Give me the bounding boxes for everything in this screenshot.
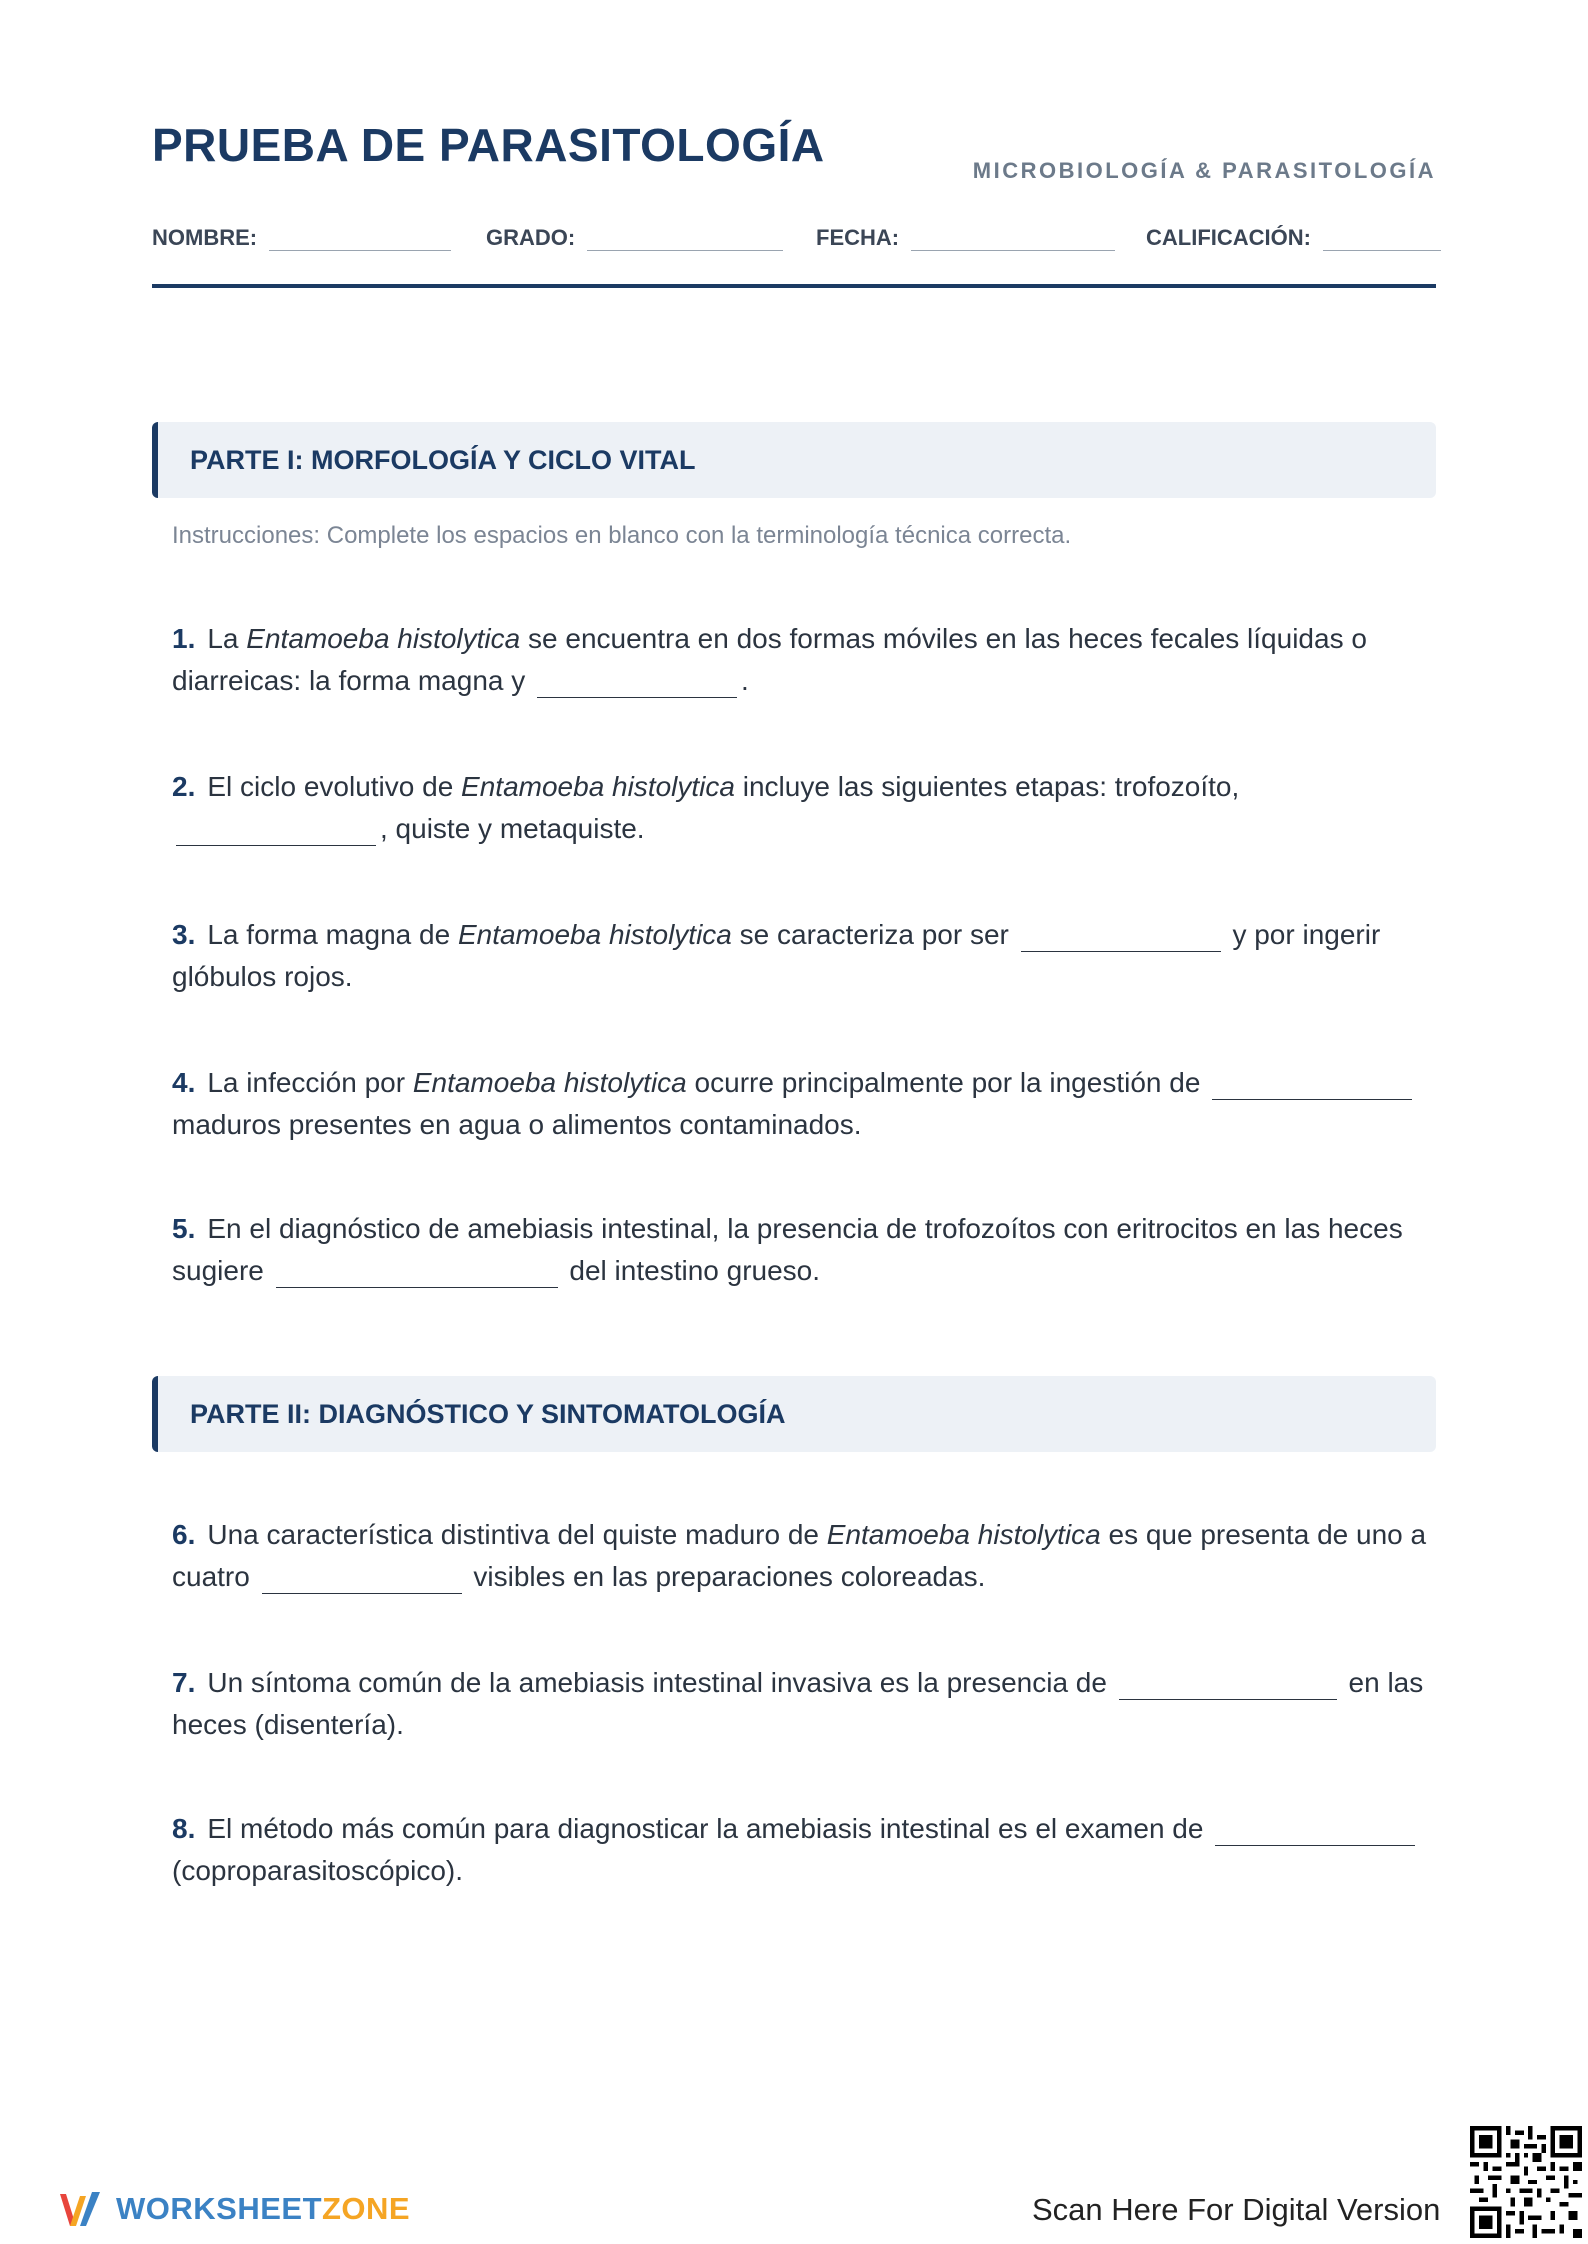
answer-blank-3[interactable] — [1021, 921, 1221, 952]
date-field — [816, 218, 1115, 251]
part2-title: PARTE II: DIAGNÓSTICO Y SINTOMATOLOGÍA — [190, 1398, 786, 1429]
question-8: 8. El método más común para diagnosticar la amebiasis intestinal es el examen de (coproparasitoscópico). — [172, 1808, 1436, 1892]
scan-instruction: Scan Here For Digital Version — [1032, 2192, 1441, 2227]
instructions-text: Instrucciones: Complete los espacios en blanco con la terminología técnica correcta. — [172, 522, 1072, 549]
question-number: 1. — [172, 623, 196, 654]
question-6: 6. Una característica distintiva del quiste maduro de Entamoeba histolytica es que presenta de uno a cuatro visibles en las preparaciones coloreadas. — [172, 1519, 1427, 1592]
question-number: 6. — [172, 1519, 196, 1550]
subject-label: MICROBIOLOGÍA & PARASITOLOGÍA — [972, 158, 1436, 183]
part1-header — [152, 422, 1436, 498]
name-label: NOMBRE: — [152, 225, 258, 250]
score-field — [1146, 218, 1441, 251]
answer-blank-6[interactable] — [262, 1563, 462, 1594]
answer-blank-2[interactable] — [176, 815, 376, 846]
part1-title: PARTE I: MORFOLOGÍA Y CICLO VITAL — [190, 444, 696, 475]
species-name: Entamoeba histolytica — [246, 623, 521, 654]
species-name: Entamoeba histolytica — [826, 1519, 1101, 1550]
qr-code-icon[interactable] — [1470, 2126, 1582, 2238]
species-name: Entamoeba histolytica — [412, 1067, 687, 1098]
question-number: 4. — [172, 1067, 196, 1098]
grade-label: GRADO: — [486, 225, 576, 250]
question-5: 5. En el diagnóstico de amebiasis intestinal, la presencia de trofozoítos con eritrocitos en las heces sugiere del intestino grueso. — [172, 1213, 1403, 1286]
species-name: Entamoeba histolytica — [457, 919, 732, 950]
score-input-line[interactable] — [1323, 218, 1441, 251]
student-info-fields — [152, 218, 1436, 258]
answer-blank-7[interactable] — [1119, 1669, 1337, 1700]
page-title: PRUEBA DE PARASITOLOGÍA — [152, 119, 825, 171]
logo-text: WORKSHEETZONE — [116, 2191, 411, 2226]
date-input-line[interactable] — [911, 218, 1115, 251]
question-number: 5. — [172, 1213, 196, 1244]
answer-blank-5[interactable] — [276, 1257, 558, 1288]
question-number: 3. — [172, 919, 196, 950]
question-number: 8. — [172, 1813, 196, 1844]
date-label: FECHA: — [816, 225, 900, 250]
answer-blank-1[interactable] — [537, 667, 737, 698]
answer-blank-4[interactable] — [1212, 1069, 1412, 1100]
name-input-line[interactable] — [269, 218, 451, 251]
question-number: 7. — [172, 1667, 196, 1698]
worksheetzone-logo[interactable] — [56, 2186, 410, 2232]
question-1: 1. La Entamoeba histolytica se encuentra en dos formas móviles en las heces fecales líquidas o diarreicas: la forma magna y . — [172, 623, 1367, 696]
part2-header — [152, 1376, 1436, 1452]
score-label: CALIFICACIÓN: — [1146, 225, 1311, 250]
answer-blank-8[interactable] — [1215, 1815, 1415, 1846]
question-4: 4. La infección por Entamoeba histolytica ocurre principalmente por la ingestión de maduros presentes en agua o alimentos contaminados. — [172, 1062, 1436, 1146]
grade-field — [486, 218, 783, 251]
header-divider — [152, 284, 1436, 288]
question-3: 3. La forma magna de Entamoeba histolytica se caracteriza por ser y por ingerir glóbulos rojos. — [172, 919, 1381, 992]
question-2: 2. El ciclo evolutivo de Entamoeba histolytica incluye las siguientes etapas: trofozoíto, , quiste y metaquiste. — [172, 771, 1240, 844]
question-7: 7. Un síntoma común de la amebiasis intestinal invasiva es la presencia de en las heces (disentería). — [172, 1667, 1424, 1740]
question-number: 2. — [172, 771, 196, 802]
grade-input-line[interactable] — [587, 218, 783, 251]
species-name: Entamoeba histolytica — [461, 771, 735, 802]
worksheetzone-logo-icon — [56, 2186, 106, 2232]
name-field — [152, 218, 451, 251]
